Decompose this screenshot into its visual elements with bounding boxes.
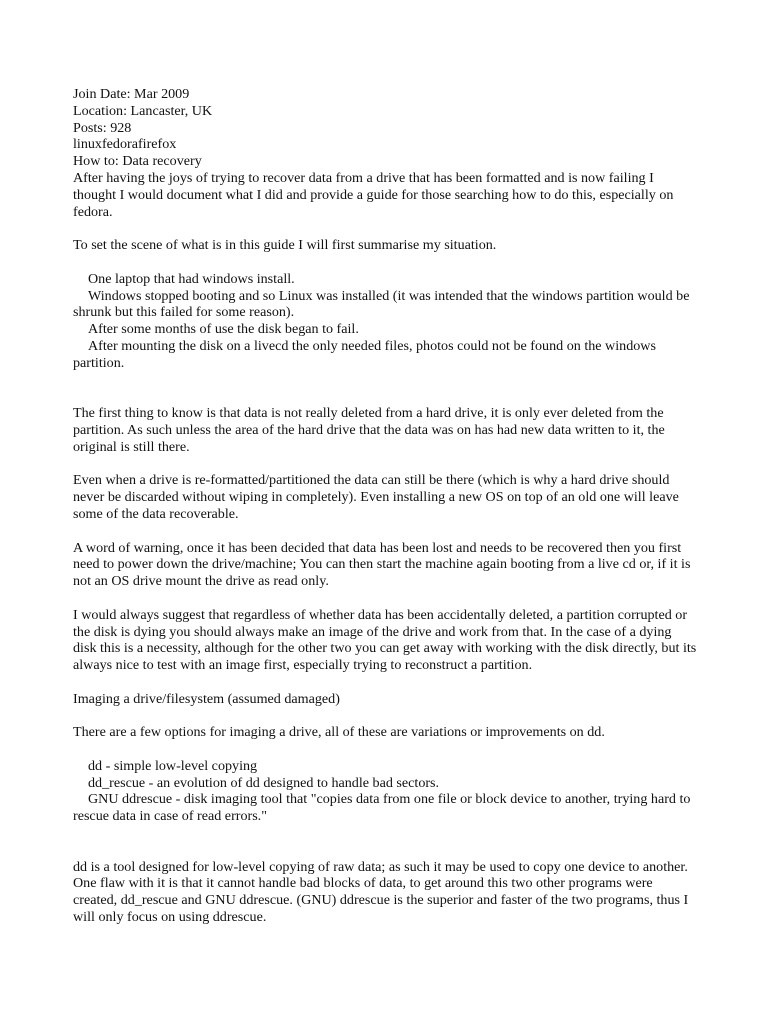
situation-item: After some months of use the disk began to fail.: [88, 321, 359, 338]
situation-item: Windows stopped booting and so Linux was installed (it was intended that the windows partition would be shrunk but this failed for some reason).: [73, 287, 690, 321]
post-title: How to: Data recovery: [73, 153, 202, 170]
body-paragraph: A word of warning, once it has been decided that data has been lost and needs to be recovered then you first need to power down the drive/machine; You can then start the machine again booting from a live cd or, if it is not an OS drive mount the drive as read only.: [73, 539, 691, 590]
situation-item: One laptop that had windows install.: [88, 270, 295, 287]
body-paragraph: I would always suggest that regardless of whether data has been accidentally deleted, a partition corrupted or the disk is dying you should always make an image of the drive and work from that. In the case of a dying disk this is a necessity, although for the other two you can get away with working with the disk directly, but its always nice to test with an image first, especially trying to reconstruct a partition.: [73, 606, 697, 674]
tool-item: GNU ddrescue - disk imaging tool that "copies data from one file or block device to another, trying hard to rescue data in case of read errors.": [73, 791, 691, 825]
tool-item: dd_rescue - an evolution of dd designed to handle bad sectors.: [88, 774, 440, 791]
tool-item: dd - simple low-level copying: [88, 757, 258, 774]
scene-intro-paragraph: To set the scene of what is in this guide I will first summarise my situation.: [73, 237, 497, 254]
imaging-intro-paragraph: There are a few options for imaging a drive, all of these are variations or improvements on dd.: [73, 724, 605, 741]
username: linuxfedorafirefox: [73, 136, 177, 153]
body-paragraph: The first thing to know is that data is not really deleted from a hard drive, it is only ever deleted from the partition. As such unless the area of the hard drive that the data was on has had new data written to it, the original is still there.: [73, 405, 665, 455]
closing-paragraph: dd is a tool designed for low-level copying of raw data; as such it may be used to copy one device to another. One flaw with it is that it cannot handle bad blocks of data, to get around this two other programs were created, dd_rescue and GNU ddrescue. (GNU) ddrescue is the superior and faster of the two programs, thus I will only focus on using ddrescue.: [73, 858, 689, 926]
document-body: [73, 86, 698, 926]
join-date: Join Date: Mar 2009: [73, 86, 190, 102]
location: Location: Lancaster, UK: [73, 102, 213, 119]
situation-item: After mounting the disk on a livecd the only needed files, photos could not be found on the windows partition.: [73, 337, 656, 371]
intro-paragraph: After having the joys of trying to recover data from a drive that has been formatted and is now failing I thought I would document what I did and provide a guide for those searching how to do this, especially on fedora.: [73, 169, 674, 220]
body-paragraph: Even when a drive is re-formatted/partitioned the data can still be there (which is why a hard drive should never be discarded without wiping in completely). Even installing a new OS on top of an old one will leave some of the data recoverable.: [73, 472, 679, 522]
post-count: Posts: 928: [73, 119, 132, 136]
section-heading: Imaging a drive/filesystem (assumed damaged): [73, 690, 340, 707]
